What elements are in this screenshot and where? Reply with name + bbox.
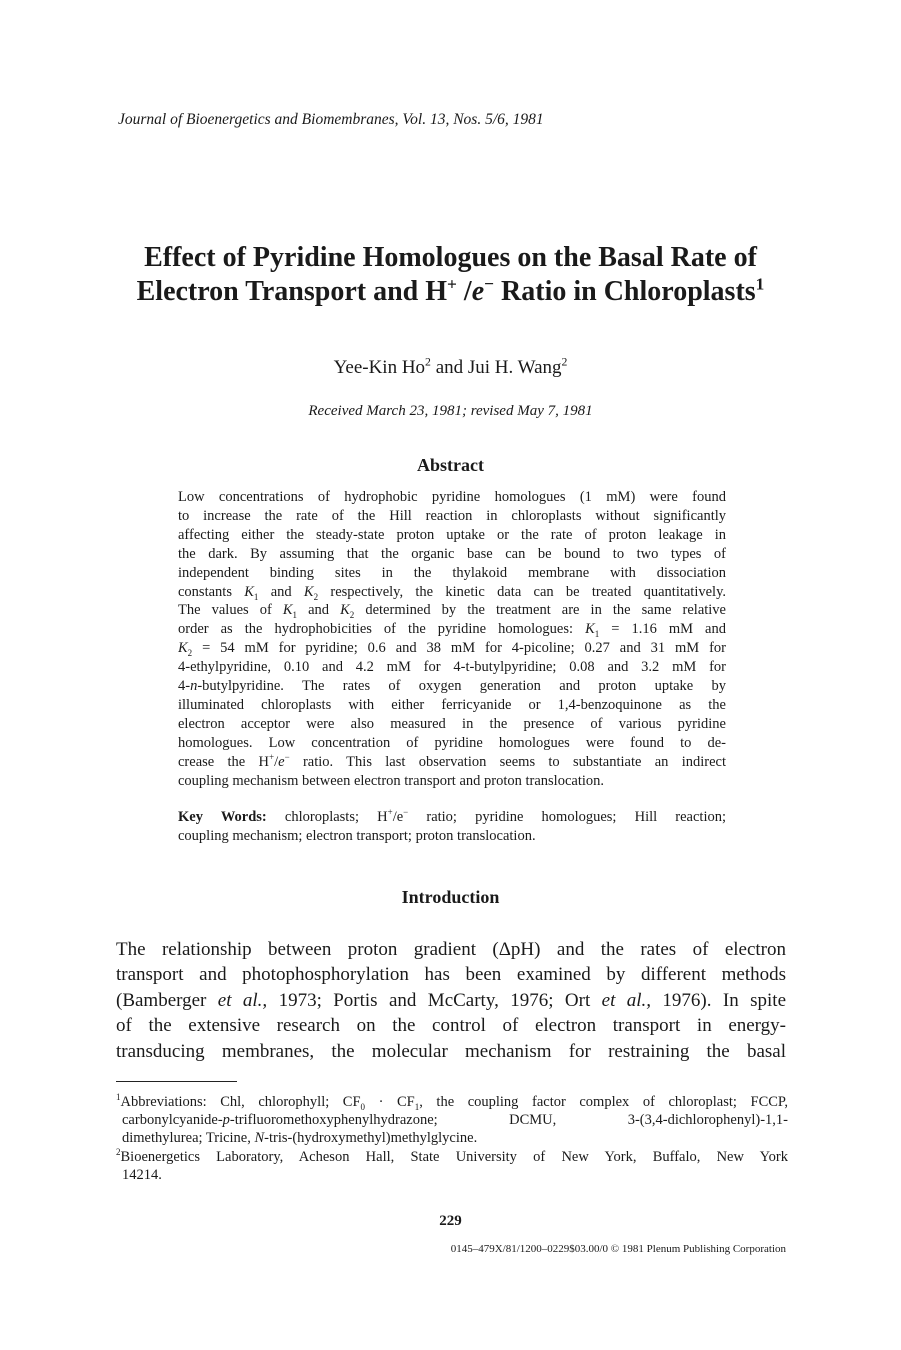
footnote-line: $^1$Abbreviations: Chl, chlorophyll; $CF_0 \cdot CF_1$, the coupling factor complex of chloroplast; FCCP, (116, 1093, 788, 1112)
abstract-line: 4-ethylpyridine, 0.10 and 4.2 mM for 4-t-butylpyridine; 0.08 and 3.2 mM for (178, 659, 726, 676)
abstract-line: homologues. Low concentration of pyridine homologues were found to de- (178, 734, 726, 751)
footnote-rule (116, 1081, 237, 1082)
introduction-heading: Introduction (401, 887, 500, 907)
key-words (178, 808, 726, 846)
copyright-line: 0145–479X/81/1200–0229$03.00/0 © 1981 Plenum Publishing Corporation (450, 1243, 786, 1255)
footnotes (116, 1093, 788, 1184)
body-line: transducing membranes, the molecular mechanism for restraining the basal (116, 1040, 786, 1062)
footnote-line: carbonylcyanide-p-trifluoromethoxyphenylhydrazone; DCMU, 3-(3,4-dichlorophenyl)-1,1- (122, 1112, 788, 1129)
body-line: of the extensive research on the control of electron transport in energy- (116, 1015, 786, 1037)
abstract-line: illuminated chloroplasts with either ferricyanide or 1,4-benzoquinone as the (178, 696, 726, 713)
abstract-body (178, 488, 726, 791)
abstract-line: electron acceptor were also measured in the presence of various pyridine (178, 715, 726, 732)
body-line: The relationship between proton gradient (ΔpH) and the rates of electron (116, 939, 786, 960)
journal-citation: Journal of Bioenergetics and Biomembranes, Vol. 13, Nos. 5/6, 1981 (118, 111, 544, 128)
introduction-body (116, 937, 786, 1064)
author-name: Jui H. Wang (467, 357, 562, 378)
abstract-line: coupling mechanism between electron transport and proton translocation. (178, 772, 605, 789)
footnote-line: $^2$Bioenergetics Laboratory, Acheson Hall, State University of New York, Buffalo, New York (116, 1147, 788, 1165)
title-line-1: Effect of Pyridine Homologues on the Basal Rate of (144, 242, 757, 273)
abstract-line: $K_2 = 54$ mM for pyridine; 0.6 and 38 mM for 4-picoline; 0.27 and 31 mM for (178, 640, 726, 659)
abstract-line: constants $K_1$ and $K_2$ respectively, the kinetic data can be treated quantitatively. (178, 583, 726, 602)
title-line-2: Electron Transport and H+ /e− Ratio in Chloroplasts$^1$ (136, 274, 765, 307)
author-list: Yee-Kin Ho$^2$ and Jui H. Wang$^2$ (333, 355, 568, 378)
keywords-line: coupling mechanism; electron transport; proton translocation. (178, 828, 536, 844)
footnote-line: dimethylurea; Tricine, N-tris-(hydroxymethyl)methylglycine. (122, 1130, 478, 1147)
keywords-line: Key Words: chloroplasts; H+/e− ratio; pyridine homologues; Hill reaction; (178, 808, 726, 825)
abstract-line: order as the hydrophobicities of the pyridine homologues: $K_1 = 1.16$ mM and (178, 621, 726, 640)
author-name: Yee-Kin Ho (333, 357, 426, 378)
abstract-line: Low concentrations of hydrophobic pyridine homologues (1 mM) were found (178, 489, 726, 505)
paper-title (80, 241, 821, 309)
keywords-label: Key Words: (178, 809, 267, 825)
abstract-line: 4-n-butylpyridine. The rates of oxygen generation and proton uptake by (178, 678, 726, 695)
body-line: transport and photophosphorylation has been examined by different methods (116, 964, 786, 986)
abstract-line: The values of $K_1$ and $K_2$ determined by the treatment are in the same relative (178, 602, 726, 621)
abstract-line: to increase the rate of the Hill reaction in chloroplasts without significantly (178, 507, 726, 524)
abstract-line: crease the H+/e− ratio. This last observation seems to substantiate an indirect (178, 752, 726, 770)
page-number: 229 (439, 1213, 462, 1229)
abstract-heading: Abstract (417, 455, 484, 475)
abstract-line: independent binding sites in the thylakoid membrane with dissociation (178, 564, 726, 581)
received-dates: Received March 23, 1981; revised May 7, 1981 (308, 403, 593, 419)
body-line: (Bamberger et al., 1973; Portis and McCarty, 1976; Ort et al., 1976). In spite (116, 989, 786, 1011)
footnote-line: 14214. (122, 1166, 162, 1183)
abstract-line: the dark. By assuming that the organic base can be bound to two types of (178, 545, 726, 562)
abstract-line: affecting either the steady-state proton uptake or the rate of proton leakage in (178, 526, 726, 543)
